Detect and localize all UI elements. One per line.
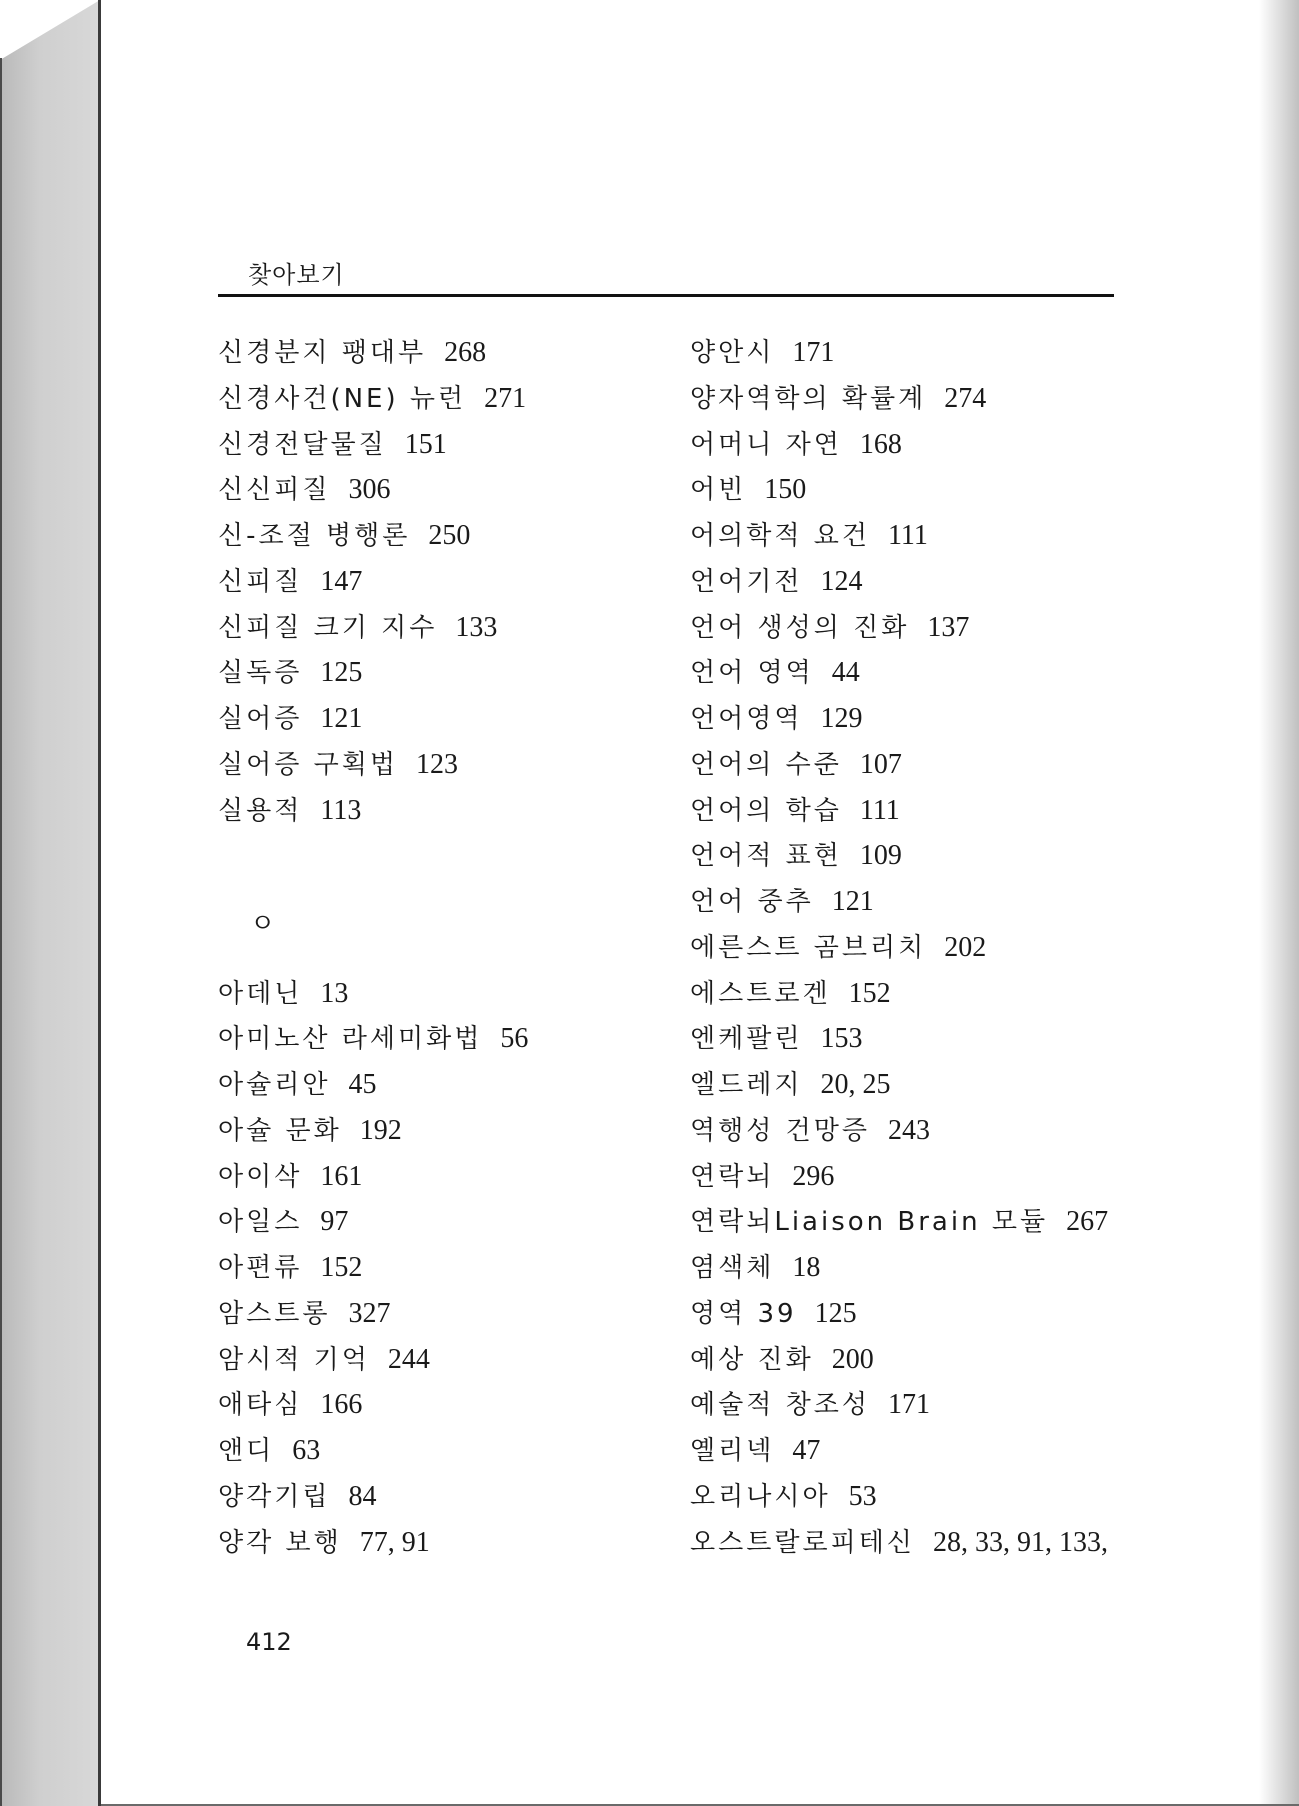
index-entry (218, 1474, 528, 1520)
index-term: 신경전달물질 (218, 429, 387, 460)
index-column-left (218, 330, 528, 1565)
book-spine (0, 0, 100, 1806)
index-entry (218, 1062, 528, 1108)
index-entry (690, 1016, 1108, 1062)
index-pages: 113 (320, 794, 362, 826)
index-pages: 77, 91 (359, 1526, 430, 1558)
index-entry (690, 696, 1108, 742)
index-term: 염색체 (690, 1253, 775, 1283)
index-pages: 47 (792, 1435, 821, 1466)
section-letter: ㅇ (250, 909, 276, 939)
index-term: 신피질 (218, 566, 303, 597)
index-term: 엘드레지 (690, 1070, 803, 1100)
index-entry (690, 422, 1108, 468)
index-pages: 84 (348, 1480, 377, 1512)
index-pages: 28, 33, 91, 133, (932, 1526, 1108, 1558)
index-pages: 109 (859, 840, 902, 872)
index-entry (690, 376, 1108, 422)
index-pages: 171 (887, 1389, 930, 1421)
index-pages: 152 (320, 1252, 363, 1283)
index-entry (218, 422, 528, 468)
page-number: 412 (246, 1628, 292, 1656)
index-pages: 121 (831, 886, 874, 917)
index-entry (218, 1291, 528, 1337)
index-term: 에스트로겐 (690, 978, 831, 1009)
index-entry (218, 788, 528, 834)
index-pages: 192 (359, 1114, 402, 1146)
index-pages: 327 (348, 1297, 391, 1329)
index-term: 양자역학의 확률계 (690, 383, 927, 414)
index-entry (218, 376, 528, 422)
index-pages: 244 (387, 1343, 430, 1375)
index-term: 어머니 자연 (690, 429, 842, 460)
index-pages: 63 (292, 1435, 321, 1466)
index-entry (690, 1199, 1108, 1245)
index-pages: 171 (792, 337, 835, 368)
index-term: 연락뇌Liaison Brain 모듈 (690, 1207, 1049, 1238)
index-pages: 166 (320, 1389, 363, 1421)
index-pages: 111 (859, 794, 900, 826)
index-entry (218, 1108, 528, 1154)
index-column-right (690, 330, 1108, 1565)
index-pages: 152 (848, 977, 891, 1009)
index-term: 오스트랄로피테신 (690, 1527, 915, 1558)
index-term: 언어의 학습 (690, 795, 842, 826)
index-term: 실용적 (218, 795, 303, 826)
index-term: 실어증 (218, 704, 303, 734)
index-pages: 53 (848, 1480, 877, 1512)
index-term: 언어 중추 (690, 887, 814, 917)
index-term: 실독증 (218, 658, 303, 689)
index-pages: 56 (500, 1023, 529, 1055)
index-term: 암스트롱 (218, 1298, 331, 1329)
index-pages: 137 (927, 611, 970, 643)
index-pages: 107 (859, 748, 902, 780)
index-entry (690, 1062, 1108, 1108)
index-entry (218, 742, 528, 788)
spine-outline (0, 58, 2, 1806)
index-entry (690, 971, 1108, 1017)
index-pages: 250 (428, 520, 471, 551)
index-entry (218, 971, 528, 1017)
index-entry (690, 605, 1108, 651)
index-entry (690, 1337, 1108, 1383)
index-entry (690, 330, 1108, 376)
index-pages: 18 (792, 1252, 821, 1283)
index-pages: 151 (404, 428, 447, 460)
index-entry (218, 1337, 528, 1383)
index-term: 역행성 건망증 (690, 1115, 870, 1146)
index-term: 어빈 (690, 475, 747, 506)
index-pages: 296 (792, 1160, 835, 1192)
index-term: 에른스트 곰브리치 (690, 932, 927, 963)
index-entry (690, 1108, 1108, 1154)
index-term: 신경사건(NE) 뉴런 (218, 383, 467, 414)
index-entry (218, 330, 528, 376)
index-entry (690, 1428, 1108, 1474)
index-entry (218, 650, 528, 696)
index-term: 아이삭 (218, 1161, 303, 1192)
index-pages: 125 (814, 1297, 857, 1329)
index-pages: 124 (820, 565, 863, 597)
index-entry (218, 696, 528, 742)
index-pages: 121 (320, 703, 363, 734)
index-term: 언어의 수준 (690, 749, 842, 780)
section-spacer (218, 833, 528, 879)
index-pages: 20, 25 (820, 1069, 891, 1100)
index-pages: 306 (348, 474, 391, 506)
index-entry (690, 1291, 1108, 1337)
index-pages: 13 (320, 977, 349, 1009)
index-entry (218, 1428, 528, 1474)
index-pages: 168 (859, 428, 902, 460)
index-term: 아일스 (218, 1207, 303, 1238)
index-term: 언어기전 (690, 566, 803, 597)
index-term: 예상 진화 (690, 1344, 814, 1375)
index-term: 양각 보행 (218, 1527, 342, 1558)
index-pages: 274 (944, 382, 987, 414)
index-pages: 202 (944, 931, 987, 963)
index-term: 언어영역 (690, 704, 803, 734)
index-pages: 125 (320, 657, 363, 689)
index-pages: 243 (887, 1114, 930, 1146)
index-term: 언어 생성의 진화 (690, 612, 910, 643)
index-entry (218, 1154, 528, 1200)
index-term: 아데닌 (218, 978, 303, 1009)
running-header: 찾아보기 (248, 261, 345, 289)
index-term: 애타심 (218, 1390, 303, 1421)
index-term: 엔케팔린 (690, 1024, 803, 1055)
index-entry (218, 1382, 528, 1428)
index-term: 양안시 (690, 338, 775, 368)
index-entry (690, 925, 1108, 971)
index-term: 언어적 표현 (690, 841, 842, 872)
index-pages: 153 (820, 1023, 863, 1055)
index-pages: 161 (320, 1160, 363, 1192)
index-entry (690, 1520, 1108, 1566)
index-term: 옐리넥 (690, 1436, 775, 1466)
index-term: 어의학적 요건 (690, 521, 870, 551)
index-entry (690, 559, 1108, 605)
index-term: 신신피질 (218, 475, 331, 506)
index-pages: 129 (820, 703, 863, 734)
index-term: 언어 영역 (690, 658, 814, 689)
index-pages: 150 (764, 474, 807, 506)
index-pages: 147 (320, 565, 363, 597)
index-entry (690, 1382, 1108, 1428)
index-entry (218, 559, 528, 605)
index-pages: 123 (415, 748, 458, 780)
index-entry (218, 1199, 528, 1245)
index-term: 신-조절 병행론 (218, 521, 411, 551)
index-entry (690, 742, 1108, 788)
index-entry (218, 467, 528, 513)
index-pages: 97 (320, 1206, 349, 1238)
page-shadow (1259, 0, 1299, 1806)
index-pages: 271 (484, 382, 527, 414)
index-term: 연락뇌 (690, 1161, 775, 1192)
index-pages: 267 (1066, 1206, 1109, 1238)
index-term: 신경분지 팽대부 (218, 338, 427, 368)
index-entry (690, 1154, 1108, 1200)
index-entry (218, 1245, 528, 1291)
index-entry (690, 650, 1108, 696)
index-term: 아편류 (218, 1253, 303, 1283)
index-entry (218, 1016, 528, 1062)
index-term: 아슐 문화 (218, 1115, 342, 1146)
index-term: 아슐리안 (218, 1070, 331, 1100)
index-pages: 268 (444, 337, 487, 368)
index-pages: 44 (831, 657, 860, 689)
index-term: 아미노산 라세미화법 (218, 1024, 483, 1055)
index-term: 신피질 크기 지수 (218, 612, 438, 643)
index-pages: 111 (887, 520, 928, 551)
index-entry (690, 467, 1108, 513)
index-pages: 200 (831, 1343, 874, 1375)
header-rule (218, 294, 1114, 297)
index-term: 실어증 구획법 (218, 749, 398, 780)
index-entry (690, 513, 1108, 559)
index-entry (218, 605, 528, 651)
index-entry (690, 1474, 1108, 1520)
index-term: 앤디 (218, 1436, 275, 1466)
index-term: 영역 39 (690, 1298, 797, 1329)
index-entry (690, 1245, 1108, 1291)
index-term: 암시적 기억 (218, 1344, 370, 1375)
index-entry (690, 833, 1108, 879)
index-entry (690, 788, 1108, 834)
index-pages: 45 (348, 1069, 377, 1100)
index-entry (690, 879, 1108, 925)
index-entry (218, 1520, 528, 1566)
index-term: 예술적 창조성 (690, 1390, 870, 1421)
index-entry (218, 513, 528, 559)
index-term: 양각기립 (218, 1481, 331, 1512)
index-pages: 133 (455, 611, 498, 643)
index-term: 오리나시아 (690, 1481, 831, 1512)
